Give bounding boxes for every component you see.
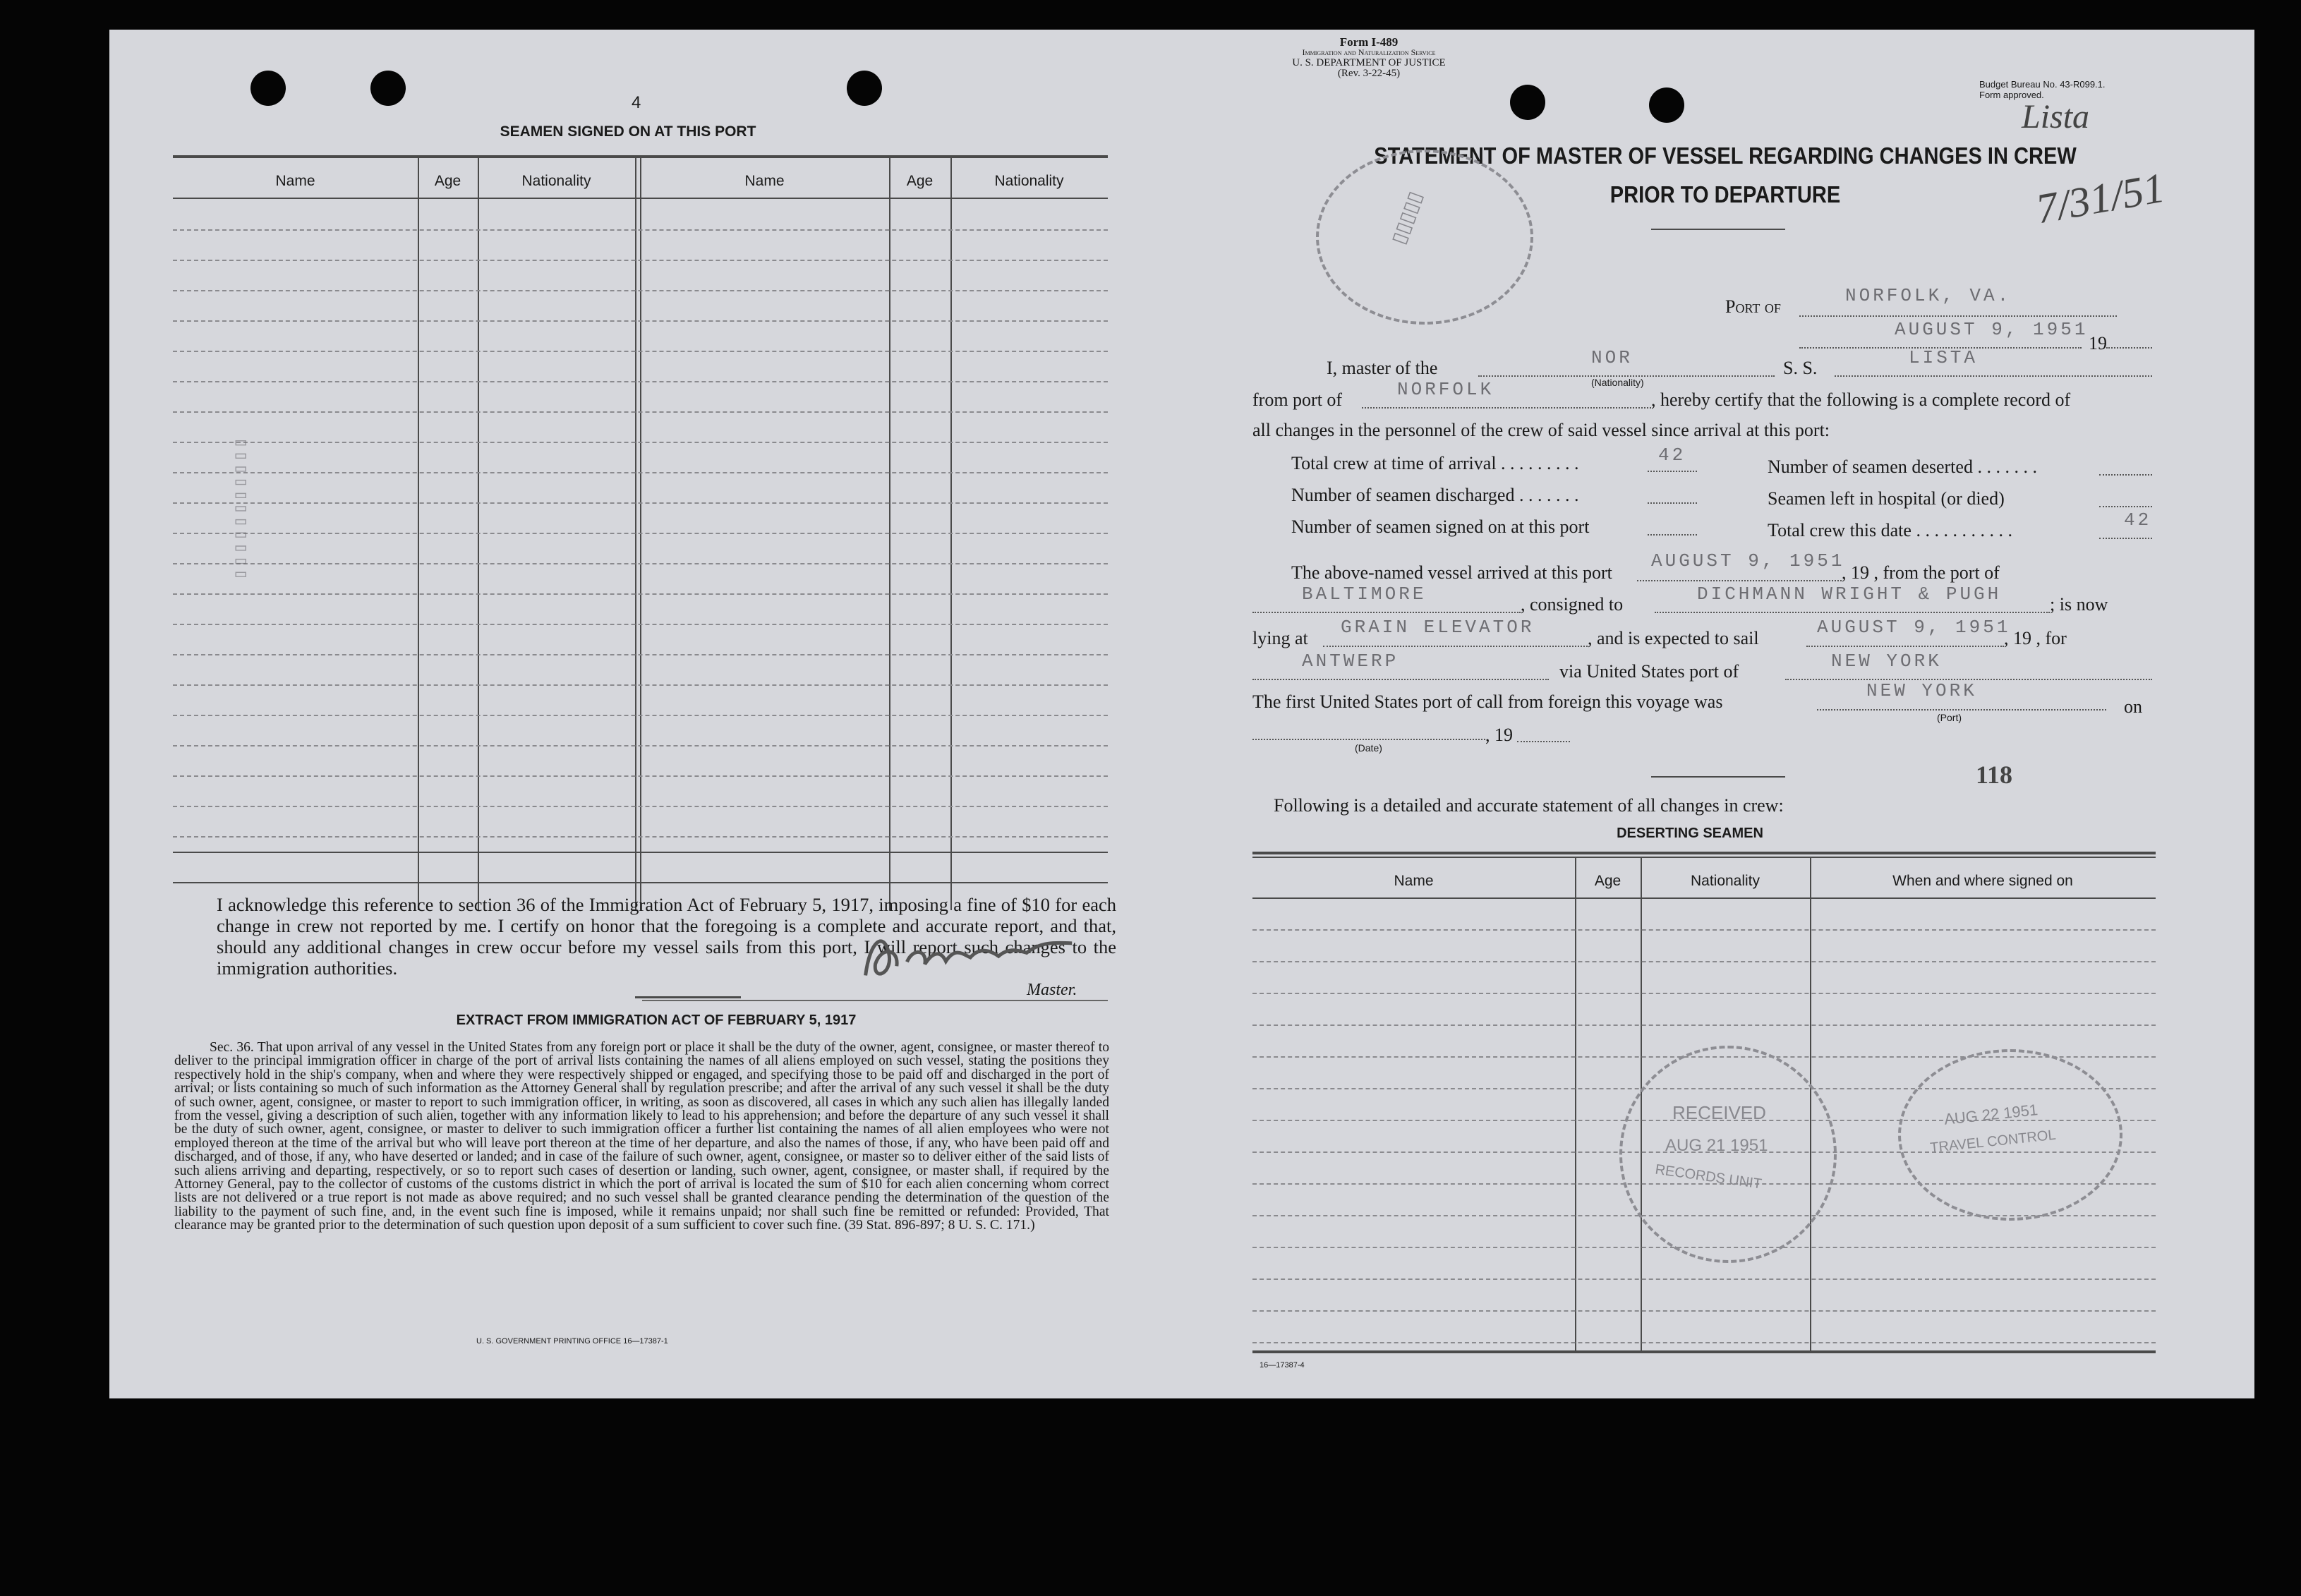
ship-name: LISTA (1909, 347, 1979, 368)
stamp-number: 118 (1976, 761, 2013, 789)
table-row-rule (173, 624, 1108, 625)
table-row-rule (1252, 1342, 2156, 1343)
faint-stamp-impression: ▯▯▯▯▯▯▯▯▯▯▯ (230, 435, 251, 580)
punch-hole (1649, 87, 1684, 123)
page-number: 4 (632, 93, 641, 112)
stamp-text: ▯▯▯▯▯ (1387, 188, 1427, 248)
nationality-caption: (Nationality) (1591, 377, 1644, 388)
master-of-the-label: I, master of the (1327, 358, 1438, 378)
consigned-to-label: , consigned to (1521, 594, 1624, 615)
seamen-deserted-label: Number of seamen deserted . . . . . . . (1768, 457, 2037, 477)
table-row-rule (1252, 993, 2156, 994)
table-row-rule (1252, 929, 2156, 931)
from-port-label: from port of (1252, 389, 1343, 410)
seamen-signed-label: Number of seamen signed on at this port (1291, 516, 1590, 537)
travel-control-stamp-date: AUG 22 1951 (1943, 1101, 2039, 1128)
sail-date: AUGUST 9, 1951 (1817, 617, 2011, 638)
table-row-rule (173, 654, 1108, 655)
table-row-rule (173, 715, 1108, 716)
document-sheet (109, 30, 2254, 1398)
column-header-name: Name (744, 173, 785, 189)
form-title-line2: PRIOR TO DEPARTURE (1610, 181, 1841, 207)
consignee: DICHMANN WRIGHT & PUGH (1697, 584, 2002, 605)
total-crew-arrival-value: 42 (1658, 445, 1686, 466)
date-value: AUGUST 9, 1951 (1895, 319, 2089, 340)
ss-label: S. S. (1783, 358, 1818, 378)
received-stamp-text: RECEIVED (1672, 1102, 1766, 1123)
total-crew-date-label: Total crew this date . . . . . . . . . . . (1768, 520, 2012, 540)
total-crew-arrival-label: Total crew at time of arrival . . . . . . . . . (1291, 453, 1579, 473)
first-port-text: The first United States port of call from foreign this voyage was (1252, 691, 1723, 712)
received-stamp-unit: RECORDS UNIT (1654, 1161, 1763, 1192)
column-header-nationality: Nationality (994, 173, 1064, 189)
column-header-age: Age (434, 173, 461, 189)
acknowledgement-text: I acknowledge this reference to section 36 of the Immigration Act of February 5, 1917, imposing a fine of $10 for each change in crew not reported by me. I certify on honor that the foregoing is a complete and accurate report, and that, should any additional changes in crew occur before my vessel sails from this port, I will report such changes to the immigration authorities. (217, 894, 1116, 979)
from-port-value: NORFOLK (1397, 379, 1494, 400)
punch-hole (370, 71, 406, 106)
table-row-rule (1252, 1024, 2156, 1026)
table-row-rule (173, 745, 1108, 746)
port-caption: (Port) (1937, 712, 1962, 723)
arrived-from: BALTIMORE (1302, 584, 1427, 605)
column-header-name: Name (275, 173, 315, 189)
arrived-text: The above-named vessel arrived at this port (1291, 562, 1612, 583)
received-stamp-date: AUG 21 1951 (1665, 1136, 1768, 1155)
column-header-age: Age (906, 173, 934, 189)
table-row-rule (1252, 1278, 2156, 1280)
port-of-value: NORFOLK, VA. (1845, 285, 2012, 306)
table-row-rule (173, 836, 1108, 838)
is-now-label: ; is now (2050, 594, 2108, 615)
table-row-rule (173, 533, 1108, 534)
table-row-rule (173, 290, 1108, 291)
arrived-date: AUGUST 9, 1951 (1651, 550, 1845, 572)
expected-sail-label: , and is expected to sail (1588, 628, 1759, 648)
table-row-rule (173, 442, 1108, 443)
table-row-rule (1252, 961, 2156, 962)
deserting-seamen-title: DESERTING SEAMEN (1617, 826, 1763, 841)
table-row-rule (1252, 1310, 2156, 1312)
seamen-discharged-label: Number of seamen discharged . . . . . . . (1291, 485, 1579, 505)
table-row-rule (173, 472, 1108, 473)
table-row-rule (173, 260, 1108, 261)
for-label: , 19 , for (2004, 628, 2067, 648)
table-row-rule (173, 320, 1108, 322)
table-row-rule (173, 381, 1108, 382)
seamen-hospital-label: Seamen left in hospital (or died) (1768, 488, 2005, 509)
table-row-rule (173, 229, 1108, 231)
all-changes-text: all changes in the personnel of the crew of said vessel since arrival at this port: (1252, 420, 1830, 440)
table-row-rule (173, 775, 1108, 777)
column-header-age: Age (1594, 873, 1621, 889)
on-label: on (2124, 696, 2142, 717)
column-header-name: Name (1394, 873, 1434, 889)
budget-bureau-note: Budget Bureau No. 43-R099.1. Form approved. (1979, 79, 2106, 100)
table-row-rule (173, 806, 1108, 807)
arrival-date-stamp (1316, 150, 1533, 325)
table-row-rule (173, 563, 1108, 564)
via-port: NEW YORK (1831, 651, 1942, 672)
extract-title: EXTRACT FROM IMMIGRATION ACT OF FEBRUARY 5, 1917 (456, 1012, 857, 1028)
travel-control-stamp-text: TRAVEL CONTROL (1929, 1127, 2057, 1156)
table-row-rule (173, 593, 1108, 595)
lying-at-label: lying at (1252, 628, 1308, 648)
following-text: Following is a detailed and accurate statement of all changes in crew: (1274, 795, 1784, 816)
from-the-port-label: , 19 , from the port of (1842, 562, 2000, 583)
handwritten-date: 7/31/51 (2032, 164, 2168, 233)
port-of-label: Port of (1725, 296, 1781, 317)
column-header-when-where: When and where signed on (1892, 873, 2073, 889)
extract-text: Sec. 36. That upon arrival of any vessel in the United States from any foreign port or place it shall be the duty of the owner, agent, consignee, or master thereof to deliver to the principal immigration officer in charge of the port of arrival lists containing the names of all aliens employed on such vessel, stating the positions they respectively hold in the ship's company, when and where they were respectively shipped or engaged, and specifying those to be paid off and discharged in the port of arrival; or lists containing so much of such information as the Attorney General shall by regulation prescribe; and after the arrival of any such vessel it shall be the duty of such owner, agent, consignee, or master to report to such immigration officer, in writing, as soon as discovered, all cases in which any such alien has illegally landed from the vessel, giving a description of such alien, together with any information likely to lead to his apprehension; and before the departure of any such vessel it shall be the duty of such owner, agent, consignee, or master to deliver to such immigration officer a further list containing the names of all alien employees who were not employed thereon at the time of the arrival but who will leave port thereon at the time of her departure, and also the names of those, if any, who have been paid off and discharged, and of those, if any, who have deserted or landed; and in case of the failure of such owner, agent, consignee, or master so to deliver either of the said lists of such aliens arriving and departing, respectively, or so to report such cases of desertion or landing, such owner, agent, consignee, or master shall, if required by the Attorney General, pay to the collector of customs of the customs district in which the port of arrival is located the sum of $10 for each alien concerning whom correct lists are not delivered or a true report is not made as above required; and no such vessel shall be granted clearance pending the determination of the question of the liability to the payment of such fine, and, in the event such fine is imposed, while it remains unpaid; nor shall such fine be remitted or refunded: Provided, That clearance may be granted prior to the determination of such question upon deposit of a sum sufficient to cover such fine. (39 Stat. 896-897; 8 U. S. C. 171.) (174, 1040, 1109, 1233)
form-title-line1: STATEMENT OF MASTER OF VESSEL REGARDING CHANGES IN CREW (1374, 143, 2077, 169)
certify-text: , hereby certify that the following is a complete record of (1651, 389, 2071, 410)
year-suffix: , 19 (1485, 725, 1513, 745)
total-crew-date-value: 42 (2124, 509, 2152, 531)
nationality-value: NOR (1591, 347, 1633, 368)
first-port-value: NEW YORK (1866, 680, 1977, 701)
master-label: Master. (1027, 981, 1077, 999)
via-label: via United States port of (1559, 661, 1739, 682)
right-printer-line: 16—17387-4 (1260, 1361, 1305, 1370)
table-row-rule (173, 351, 1108, 352)
punch-hole (250, 71, 286, 106)
date-caption: (Date) (1355, 742, 1382, 754)
table-row-rule (173, 411, 1108, 413)
table-row-rule (173, 684, 1108, 686)
year-prefix: 19 (2089, 333, 2107, 353)
left-printer-line: U. S. GOVERNMENT PRINTING OFFICE 16—17387-1 (476, 1337, 668, 1346)
punch-hole (1510, 85, 1545, 120)
handwritten-vessel-name: Lista (2022, 98, 2090, 135)
destination: ANTWERP (1302, 651, 1399, 672)
column-header-nationality: Nationality (1690, 873, 1761, 889)
left-page-title: SEAMEN SIGNED ON AT THIS PORT (500, 123, 756, 140)
punch-hole (847, 71, 882, 106)
column-header-nationality: Nationality (521, 173, 591, 189)
form-header: Form I-489 Immigration and Naturalization Service U. S. DEPARTMENT OF JUSTICE (Rev. 3-22-45) (1292, 35, 1446, 79)
table-row-rule (173, 502, 1108, 504)
lying-at-value: GRAIN ELEVATOR (1341, 617, 1535, 638)
